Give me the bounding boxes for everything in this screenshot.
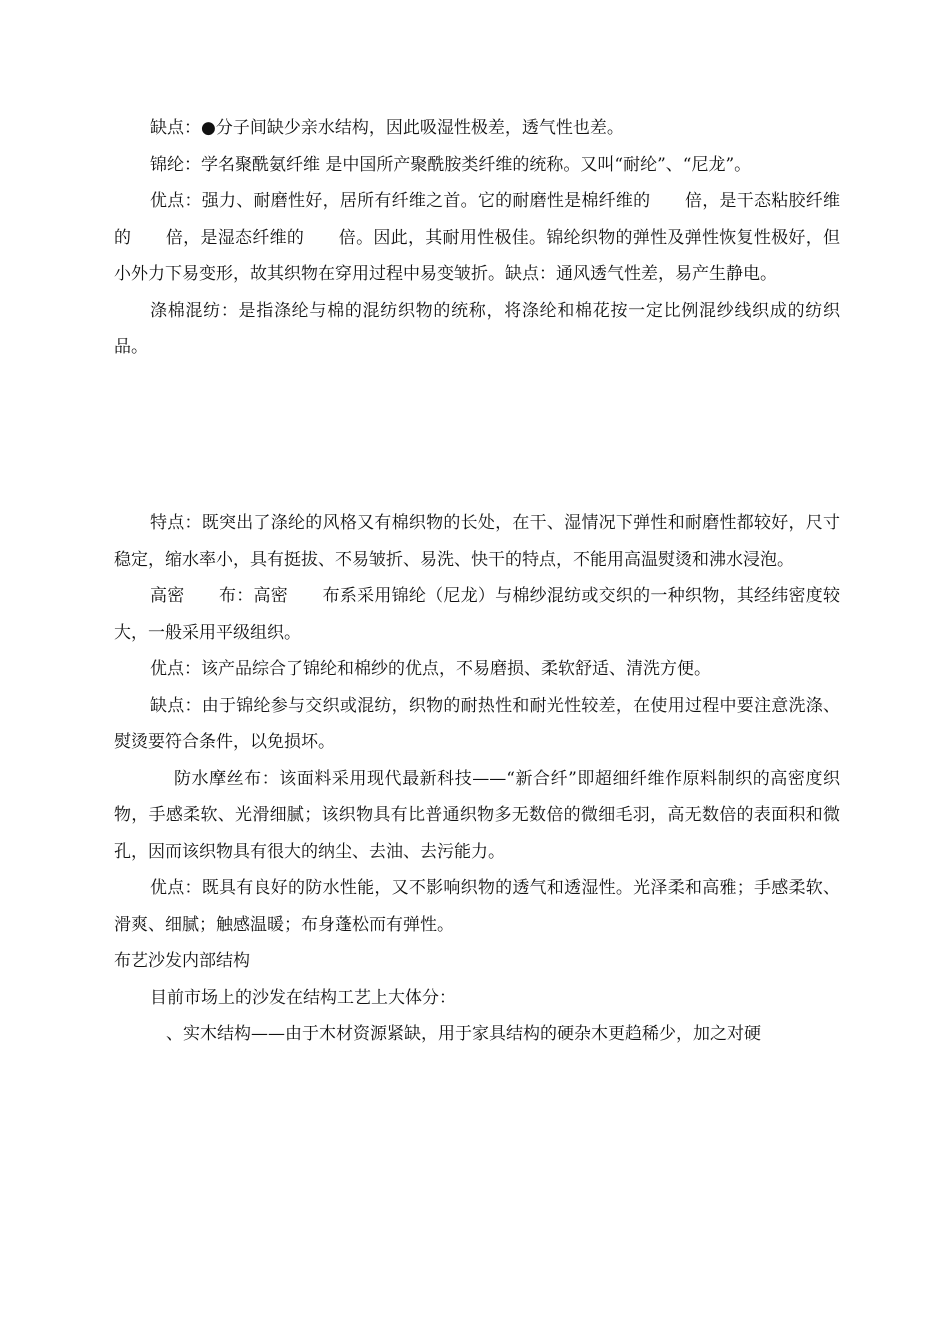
paragraph-polycotton-intro: 涤棉混纺：是指涤纶与棉的混纺织物的统称，将涤纶和棉花按一定比例混纱线织成的纺织品。 [114, 300, 840, 357]
paragraph-high-density-disadvantages: 缺点：由于锦纶参与交织或混纺，织物的耐热性和耐光性较差，在使用过程中要注意洗涤、熨烫要符合条件，以免损坏。 [114, 695, 840, 752]
paragraph-waterproof-advantages: 优点：既具有良好的防水性能，又不影响织物的透气和透湿性。光泽柔和高雅；手感柔软、滑爽、细腻；触感温暖；布身蓬松而有弹性。 [114, 878, 840, 935]
text-block-upper [114, 110, 840, 366]
paragraph-nylon-intro: 锦纶：学名聚酰氨纤维 是中国所产聚酰胺类纤维的统称。又叫“耐纶”、“尼龙”。 [150, 154, 752, 175]
paragraph-nylon-advantages: 优点：强力、耐磨性好，居所有纤维之首。它的耐磨性是棉纤维的 倍，是干态粘胶纤维的 倍，是湿态纤维的 倍。因此，其耐用性极佳。锦纶织物的弹性及弹性恢复性极好，但小外力下易变形，故其织物在穿用过程中易变皱折。缺点：通风透气性差，易产生静电。 [114, 191, 840, 284]
paragraph-waterproof-fabric: 防水摩丝布：该面料采用现代最新科技——“新合纤”即超细纤维作原料制织的高密度织物，手感柔软、光滑细腻；该织物具有比普通织物多无数倍的微细毛羽，高无数倍的表面积和微孔，因而该织物具有很大的纳尘、去油、去污能力。 [114, 768, 840, 862]
text-block-lower [114, 505, 840, 1053]
paragraph-solid-wood-structure: 、实木结构——由于木材资源紧缺，用于家具结构的硬杂木更趋稀少，加之对硬 [166, 1024, 761, 1044]
paragraph-disadvantage-polyester: 缺点：●分子间缺少亲水结构，因此吸湿性极差，透气性也差。 [150, 118, 624, 138]
paragraph-polycotton-features: 特点：既突出了涤纶的风格又有棉织物的长处，在干、湿情况下弹性和耐磨性都较好，尺寸稳定，缩水率小，具有挺拔、不易皱折、易洗、快干的特点，不能用高温熨烫和沸水浸泡。 [114, 513, 840, 570]
section-heading-sofa-structure: 布艺沙发内部结构 [114, 951, 250, 971]
paragraph-high-density-fabric: 高密 布：高密 布系采用锦纶（尼龙）与棉纱混纺或交织的一种织物，其经纬密度较大，一般采用平级组织。 [114, 586, 840, 643]
paragraph-sofa-structure-intro: 目前市场上的沙发在结构工艺上大体分： [150, 987, 456, 1008]
paragraph-high-density-advantages: 优点：该产品综合了锦纶和棉纱的优点，不易磨损、柔软舒适、清洗方便。 [150, 659, 711, 679]
